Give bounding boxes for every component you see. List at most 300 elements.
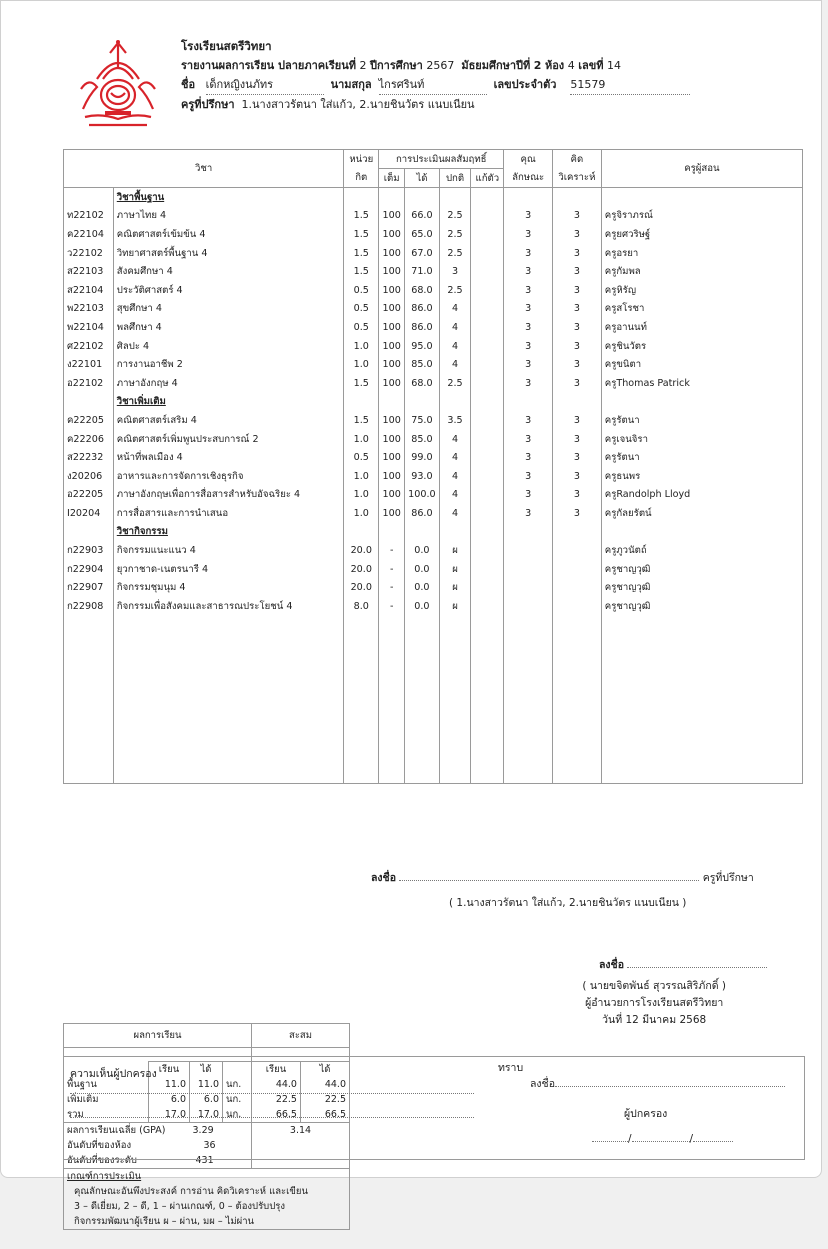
fix-grade xyxy=(471,504,504,523)
subject-name: กิจกรรมแนะแนว 4 xyxy=(113,541,344,560)
full-score: - xyxy=(379,541,405,560)
got-col-header: ได้ xyxy=(190,1062,223,1078)
analysis-header: คิด xyxy=(552,150,601,169)
analysis-score: 3 xyxy=(552,355,601,374)
section-title: วิชากิจกรรม xyxy=(113,523,344,542)
got-score: 86.0 xyxy=(405,318,439,337)
advisor-sign-name: ( 1.นางสาวรัตนา ใส่แก้ว, 2.นายชินวัตร แนบเนียน ) xyxy=(449,897,687,909)
fix-grade xyxy=(471,374,504,393)
normal-grade: 2.5 xyxy=(439,225,471,244)
normal-grade: ผ xyxy=(439,541,471,560)
accum-study: 66.5 xyxy=(275,1109,297,1120)
character-score: 3 xyxy=(504,486,553,505)
accum-got: 22.5 xyxy=(300,1092,349,1107)
full-score: 100 xyxy=(379,355,405,374)
normal-grade: 4 xyxy=(439,467,471,486)
character-score: 3 xyxy=(504,467,553,486)
subject-name: การงานอาชีพ 2 xyxy=(113,355,344,374)
table-row xyxy=(64,374,803,393)
got-score: 65.0 xyxy=(405,225,439,244)
normal-grade: 3 xyxy=(439,262,471,281)
got-score: 86.0 xyxy=(405,504,439,523)
subject-name: สุขศึกษา 4 xyxy=(113,300,344,319)
subject-name: ศิลปะ 4 xyxy=(113,337,344,356)
table-row xyxy=(64,300,803,319)
unit-credit: 1.0 xyxy=(344,467,379,486)
subject-header: วิชา xyxy=(64,150,344,188)
teacher-name: ครูรัตนา xyxy=(601,448,802,467)
name-label: ชื่อ xyxy=(181,78,196,91)
teacher-name: ครูRandolph Lloyd xyxy=(601,486,802,505)
gpa-accum-value: 3.14 xyxy=(252,1123,350,1139)
rank-room-value: 36 xyxy=(190,1138,252,1153)
got-score: 75.0 xyxy=(405,411,439,430)
unit-credit: 1.5 xyxy=(344,244,379,263)
table-row xyxy=(64,467,803,486)
table-row xyxy=(64,207,803,226)
unit-credit: 0.5 xyxy=(344,281,379,300)
got-score: 66.0 xyxy=(405,207,439,226)
full-score: 100 xyxy=(379,374,405,393)
subject-code: ง22101 xyxy=(64,355,114,374)
subject-code: ก22904 xyxy=(64,560,114,579)
parent-sign-line xyxy=(530,1075,785,1092)
criteria-title: เกณฑ์การประเมิน xyxy=(64,1169,350,1185)
subject-code: ท22102 xyxy=(64,207,114,226)
summary-study: 11.0 xyxy=(149,1077,190,1092)
subject-code: ค22205 xyxy=(64,411,114,430)
summary-unit: นก. xyxy=(223,1077,252,1092)
full-score: - xyxy=(379,597,405,616)
teacher-name: ครูเจนจิรา xyxy=(601,430,802,449)
accum-got: 66.5 xyxy=(300,1107,349,1123)
section-row xyxy=(64,393,803,412)
student-name-line xyxy=(181,75,690,95)
normal-grade: ผ xyxy=(439,597,471,616)
normal-grade: 4 xyxy=(439,430,471,449)
analysis-score: 3 xyxy=(552,504,601,523)
teacher-name: ครูThomas Patrick xyxy=(601,374,802,393)
director-signature-block xyxy=(541,956,767,1028)
table-row xyxy=(64,504,803,523)
teacher-name: ครูภูวนัตถ์ xyxy=(601,541,802,560)
teacher-name: ครูหิรัญ xyxy=(601,281,802,300)
student-first-name: เด็กหญิงนภัทร xyxy=(206,75,324,95)
subject-name: คณิตศาสตร์เข้มข้น 4 xyxy=(113,225,344,244)
table-row xyxy=(64,262,803,281)
unit-credit: 20.0 xyxy=(344,541,379,560)
parent-date-line: / / xyxy=(592,1133,733,1145)
fix-grade xyxy=(471,560,504,579)
unit-credit: 1.5 xyxy=(344,374,379,393)
full-score: 100 xyxy=(379,337,405,356)
analysis-score: 3 xyxy=(552,448,601,467)
empty-row xyxy=(64,671,803,690)
report-title-line xyxy=(181,56,690,75)
character-score: 3 xyxy=(504,318,553,337)
unit-credit: 1.5 xyxy=(344,207,379,226)
got-score: 95.0 xyxy=(405,337,439,356)
got-score: 71.0 xyxy=(405,262,439,281)
got-score: 68.0 xyxy=(405,281,439,300)
got-score: 85.0 xyxy=(405,355,439,374)
full-score: 100 xyxy=(379,244,405,263)
unit-credit: 20.0 xyxy=(344,578,379,597)
advisor-label: ครูที่ปรึกษา xyxy=(181,98,235,111)
full-score-header: เต็ม xyxy=(379,169,405,188)
normal-grade: 2.5 xyxy=(439,374,471,393)
unit-credit: 1.0 xyxy=(344,486,379,505)
empty-row xyxy=(64,727,803,746)
unit-credit: 1.0 xyxy=(344,355,379,374)
fix-grade xyxy=(471,448,504,467)
full-score: 100 xyxy=(379,300,405,319)
subject-code: อ22102 xyxy=(64,374,114,393)
fix-grade xyxy=(471,300,504,319)
empty-row xyxy=(64,616,803,635)
subject-name: ภาษาอังกฤษเพื่อการสื่อสารสำหรับอัจฉริยะ 4 xyxy=(113,486,344,505)
title-text: รายงานผลการเรียน ปลายภาคเรียนที่ xyxy=(181,59,357,72)
accum-study: 22.5 xyxy=(275,1094,297,1105)
director-name: ( นายขจิตพันธ์ สุวรรณสิริภักดิ์ ) xyxy=(582,980,726,992)
gpa-value: 3.29 xyxy=(190,1123,252,1139)
character-score xyxy=(504,597,553,616)
got-score: 85.0 xyxy=(405,430,439,449)
subject-code: ส22103 xyxy=(64,262,114,281)
summary-got: 6.0 xyxy=(190,1092,223,1107)
unit-header-sub: กิต xyxy=(344,169,379,188)
teacher-name: ครูอานนท์ xyxy=(601,318,802,337)
year-label: ปีการศึกษา xyxy=(370,59,423,72)
normal-grade: 4 xyxy=(439,486,471,505)
character-score: 3 xyxy=(504,281,553,300)
table-row xyxy=(64,225,803,244)
subject-name: วิทยาศาสตร์พื้นฐาน 4 xyxy=(113,244,344,263)
advisor-line xyxy=(181,95,690,114)
accum-study-col-header: เรียน xyxy=(252,1062,301,1078)
character-score xyxy=(504,560,553,579)
parent-role: ผู้ปกครอง xyxy=(624,1108,668,1120)
director-role: ผู้อำนวยการโรงเรียนสตรีวิทยา xyxy=(585,997,724,1009)
unit-credit: 1.0 xyxy=(344,430,379,449)
character-score: 3 xyxy=(504,207,553,226)
parent-opinion-label: ความเห็นผู้ปกครอง xyxy=(70,1068,157,1080)
analysis-score: 3 xyxy=(552,262,601,281)
normal-grade: 4 xyxy=(439,337,471,356)
unit-credit: 20.0 xyxy=(344,560,379,579)
analysis-score: 3 xyxy=(552,318,601,337)
subject-code: ศ22102 xyxy=(64,337,114,356)
grades-table xyxy=(63,149,803,784)
normal-grade: 2.5 xyxy=(439,244,471,263)
subject-name: คณิตศาสตร์เสริม 4 xyxy=(113,411,344,430)
fix-grade xyxy=(471,281,504,300)
table-row xyxy=(64,486,803,505)
teacher-name: ครูจิราภรณ์ xyxy=(601,207,802,226)
subject-name: อาหารและการจัดการเชิงธุรกิจ xyxy=(113,467,344,486)
subject-code: I20204 xyxy=(64,504,114,523)
got-score: 86.0 xyxy=(405,300,439,319)
analysis-score: 3 xyxy=(552,486,601,505)
section-row xyxy=(64,188,803,207)
subject-code: ส22232 xyxy=(64,448,114,467)
fix-grade xyxy=(471,467,504,486)
summary-study: 17.0 xyxy=(149,1107,190,1123)
number-value: 14 xyxy=(606,59,621,72)
student-id: 51579 xyxy=(570,75,690,95)
character-score: 3 xyxy=(504,337,553,356)
unit-credit: 1.5 xyxy=(344,262,379,281)
summary-unit: นก. xyxy=(223,1107,252,1123)
teacher-name: ครูอรยา xyxy=(601,244,802,263)
subject-name: ประวัติศาสตร์ 4 xyxy=(113,281,344,300)
subject-code: ก22903 xyxy=(64,541,114,560)
unit-credit: 8.0 xyxy=(344,597,379,616)
summary-unit: นก. xyxy=(223,1092,252,1107)
got-score: 0.0 xyxy=(405,578,439,597)
summary-line-label: พื้นฐาน xyxy=(64,1077,149,1092)
section-title: วิชาเพิ่มเติม xyxy=(113,393,344,412)
subject-name: ภาษาอังกฤษ 4 xyxy=(113,374,344,393)
character-score: 3 xyxy=(504,374,553,393)
character-score: 3 xyxy=(504,300,553,319)
full-score: 100 xyxy=(379,262,405,281)
analysis-score xyxy=(552,597,601,616)
table-row xyxy=(64,597,803,616)
opinion-line-2[interactable] xyxy=(70,1117,474,1118)
character-score: 3 xyxy=(504,411,553,430)
analysis-score: 3 xyxy=(552,244,601,263)
analysis-header-sub: วิเคราะห์ xyxy=(552,169,601,188)
room-label: ห้อง xyxy=(544,59,565,72)
subject-name: ภาษาไทย 4 xyxy=(113,207,344,226)
full-score: 100 xyxy=(379,486,405,505)
got-score: 0.0 xyxy=(405,560,439,579)
school-name: โรงเรียนสตรีวิทยา xyxy=(181,39,272,53)
normal-grade: 2.5 xyxy=(439,207,471,226)
unit-header: หน่วย xyxy=(344,150,379,169)
character-score: 3 xyxy=(504,355,553,374)
got-score: 67.0 xyxy=(405,244,439,263)
table-row xyxy=(64,244,803,263)
assessment-header: การประเมินผลสัมฤทธิ์ xyxy=(379,150,504,169)
unit-credit: 1.5 xyxy=(344,225,379,244)
subject-name: ยุวกาชาด-เนตรนารี 4 xyxy=(113,560,344,579)
empty-row xyxy=(64,764,803,783)
summary-got: 11.0 xyxy=(190,1077,223,1092)
student-id-label: เลขประจำตัว xyxy=(493,78,557,91)
accum-header: สะสม xyxy=(252,1024,350,1048)
subject-code: ก22908 xyxy=(64,597,114,616)
section-title: วิชาพื้นฐาน xyxy=(113,188,344,207)
teacher-name: ครูธนพร xyxy=(601,467,802,486)
normal-grade: 4 xyxy=(439,504,471,523)
table-row xyxy=(64,355,803,374)
study-col-header: เรียน xyxy=(149,1062,190,1078)
character-score: 3 xyxy=(504,262,553,281)
character-score: 3 xyxy=(504,225,553,244)
got-score: 93.0 xyxy=(405,467,439,486)
fix-grade xyxy=(471,355,504,374)
teacher-name: ครูชาญวุฒิ xyxy=(601,560,802,579)
analysis-score: 3 xyxy=(552,225,601,244)
fix-grade xyxy=(471,225,504,244)
subject-code: ค22104 xyxy=(64,225,114,244)
summary-study: 6.0 xyxy=(149,1092,190,1107)
empty-row xyxy=(64,709,803,728)
analysis-score: 3 xyxy=(552,467,601,486)
fix-grade xyxy=(471,411,504,430)
grades-table-body xyxy=(64,188,803,784)
fix-grade-header: แก้ตัว xyxy=(471,169,504,188)
year-value: 2567 xyxy=(426,59,455,72)
fix-grade xyxy=(471,578,504,597)
fix-grade xyxy=(471,541,504,560)
unit-credit: 0.5 xyxy=(344,300,379,319)
subject-code: ค22206 xyxy=(64,430,114,449)
criteria-line-2: 3 – ดีเยี่ยม, 2 – ดี, 1 – ผ่านเกณฑ์, 0 – ต้องปรับปรุง xyxy=(64,1199,350,1214)
full-score: 100 xyxy=(379,207,405,226)
got-score-header: ได้ xyxy=(405,169,439,188)
table-row xyxy=(64,318,803,337)
opinion-line-1[interactable] xyxy=(70,1093,474,1094)
normal-grade: 4 xyxy=(439,318,471,337)
subject-code: ก22907 xyxy=(64,578,114,597)
subject-name: กิจกรรมเพื่อสังคมและสาธารณประโยชน์ 4 xyxy=(113,597,344,616)
advisor-sign-label: ลงชื่อ xyxy=(371,872,396,884)
subject-code: พ22104 xyxy=(64,318,114,337)
character-score: 3 xyxy=(504,430,553,449)
table-row xyxy=(64,337,803,356)
full-score: 100 xyxy=(379,448,405,467)
director-sign-label: ลงชื่อ xyxy=(599,959,624,971)
character-score: 3 xyxy=(504,504,553,523)
student-surname: ไกรศรินท์ xyxy=(379,75,487,95)
rank-level-value: 431 xyxy=(190,1153,252,1169)
accum-got-col-header: ได้ xyxy=(300,1062,349,1078)
empty-row xyxy=(64,746,803,765)
analysis-score: 3 xyxy=(552,411,601,430)
teacher-name: ครูสโรชา xyxy=(601,300,802,319)
table-row xyxy=(64,448,803,467)
full-score: 100 xyxy=(379,411,405,430)
teacher-name: ครูขนิตา xyxy=(601,355,802,374)
analysis-score xyxy=(552,578,601,597)
term-value: 2 xyxy=(359,59,367,72)
subject-name: การสื่อสารและการนำเสนอ xyxy=(113,504,344,523)
character-score xyxy=(504,578,553,597)
teacher-name: ครูรัตนา xyxy=(601,411,802,430)
analysis-score: 3 xyxy=(552,207,601,226)
full-score: 100 xyxy=(379,225,405,244)
result-header: ผลการเรียน xyxy=(64,1024,252,1048)
table-row xyxy=(64,560,803,579)
empty-row xyxy=(64,653,803,672)
subject-name: คณิตศาสตร์เพิ่มพูนประสบการณ์ 2 xyxy=(113,430,344,449)
analysis-score xyxy=(552,541,601,560)
teacher-name: ครูชาญวุฒิ xyxy=(601,597,802,616)
table-row xyxy=(64,281,803,300)
normal-grade: 2.5 xyxy=(439,281,471,300)
teacher-name: ครูยศวริษฐ์ xyxy=(601,225,802,244)
got-score: 68.0 xyxy=(405,374,439,393)
accum-got: 44.0 xyxy=(300,1077,349,1092)
subject-name: สังคมศึกษา 4 xyxy=(113,262,344,281)
subject-code: พ22103 xyxy=(64,300,114,319)
criteria-line-3: กิจกรรมพัฒนาผู้เรียน ผ – ผ่าน, มผ – ไม่ผ่าน xyxy=(64,1214,350,1230)
normal-grade: 4 xyxy=(439,355,471,374)
full-score: - xyxy=(379,578,405,597)
subject-name: กิจกรรมชุมนุม 4 xyxy=(113,578,344,597)
subject-code: ส22104 xyxy=(64,281,114,300)
normal-grade: 3.5 xyxy=(439,411,471,430)
got-score: 0.0 xyxy=(405,597,439,616)
grade-label: มัธยมศึกษาปีที่ xyxy=(461,59,531,72)
analysis-score: 3 xyxy=(552,337,601,356)
subject-name: หน้าที่พลเมือง 4 xyxy=(113,448,344,467)
normal-grade: ผ xyxy=(439,560,471,579)
got-score: 0.0 xyxy=(405,541,439,560)
parent-ack-label: ทราบ xyxy=(498,1062,524,1074)
rank-level-label: อันดับที่ของระดับ xyxy=(64,1153,190,1169)
criteria-line-1: คุณลักษณะอันพึงประสงค์ การอ่าน คิดวิเคราะห์ และเขียน xyxy=(64,1184,350,1199)
subject-code: อ22205 xyxy=(64,486,114,505)
teacher-header: ครูผู้สอน xyxy=(601,150,802,188)
fix-grade xyxy=(471,486,504,505)
teacher-name: ครูกัมพล xyxy=(601,262,802,281)
analysis-score: 3 xyxy=(552,374,601,393)
number-label: เลขที่ xyxy=(578,59,604,72)
unit-credit: 0.5 xyxy=(344,318,379,337)
analysis-score: 3 xyxy=(552,300,601,319)
summary-line-label: เพิ่มเติม xyxy=(64,1092,149,1107)
school-emblem-icon xyxy=(75,39,161,129)
empty-row xyxy=(64,634,803,653)
normal-grade: 4 xyxy=(439,448,471,467)
advisor-names: 1.นางสาวรัตนา ใส่แก้ว, 2.นายชินวัตร แนบเนียน xyxy=(241,98,475,111)
analysis-score xyxy=(552,560,601,579)
gpa-label: ผลการเรียนเฉลี่ย (GPA) xyxy=(64,1123,190,1139)
unit-credit: 1.5 xyxy=(344,411,379,430)
teacher-name: ครูกัลยรัตน์ xyxy=(601,504,802,523)
character-header: คุณ xyxy=(504,150,553,169)
teacher-name: ครูชินวัตร xyxy=(601,337,802,356)
surname-label: นามสกุล xyxy=(330,78,372,91)
advisor-signature-block xyxy=(371,869,754,911)
fix-grade xyxy=(471,430,504,449)
analysis-score: 3 xyxy=(552,281,601,300)
table-row xyxy=(64,578,803,597)
normal-grade: ผ xyxy=(439,578,471,597)
subject-code: ง20206 xyxy=(64,467,114,486)
full-score: 100 xyxy=(379,504,405,523)
summary-got: 17.0 xyxy=(190,1107,223,1123)
got-score: 99.0 xyxy=(405,448,439,467)
full-score: - xyxy=(379,560,405,579)
fix-grade xyxy=(471,244,504,263)
subject-name: พลศึกษา 4 xyxy=(113,318,344,337)
grade-value: 2 xyxy=(533,59,542,72)
got-score: 100.0 xyxy=(405,486,439,505)
parent-section xyxy=(63,1056,805,1160)
character-score: 3 xyxy=(504,448,553,467)
character-score xyxy=(504,541,553,560)
subject-code: ว22102 xyxy=(64,244,114,263)
fix-grade xyxy=(471,207,504,226)
normal-grade: 4 xyxy=(439,300,471,319)
room-value: 4 xyxy=(567,59,575,72)
character-score: 3 xyxy=(504,244,553,263)
